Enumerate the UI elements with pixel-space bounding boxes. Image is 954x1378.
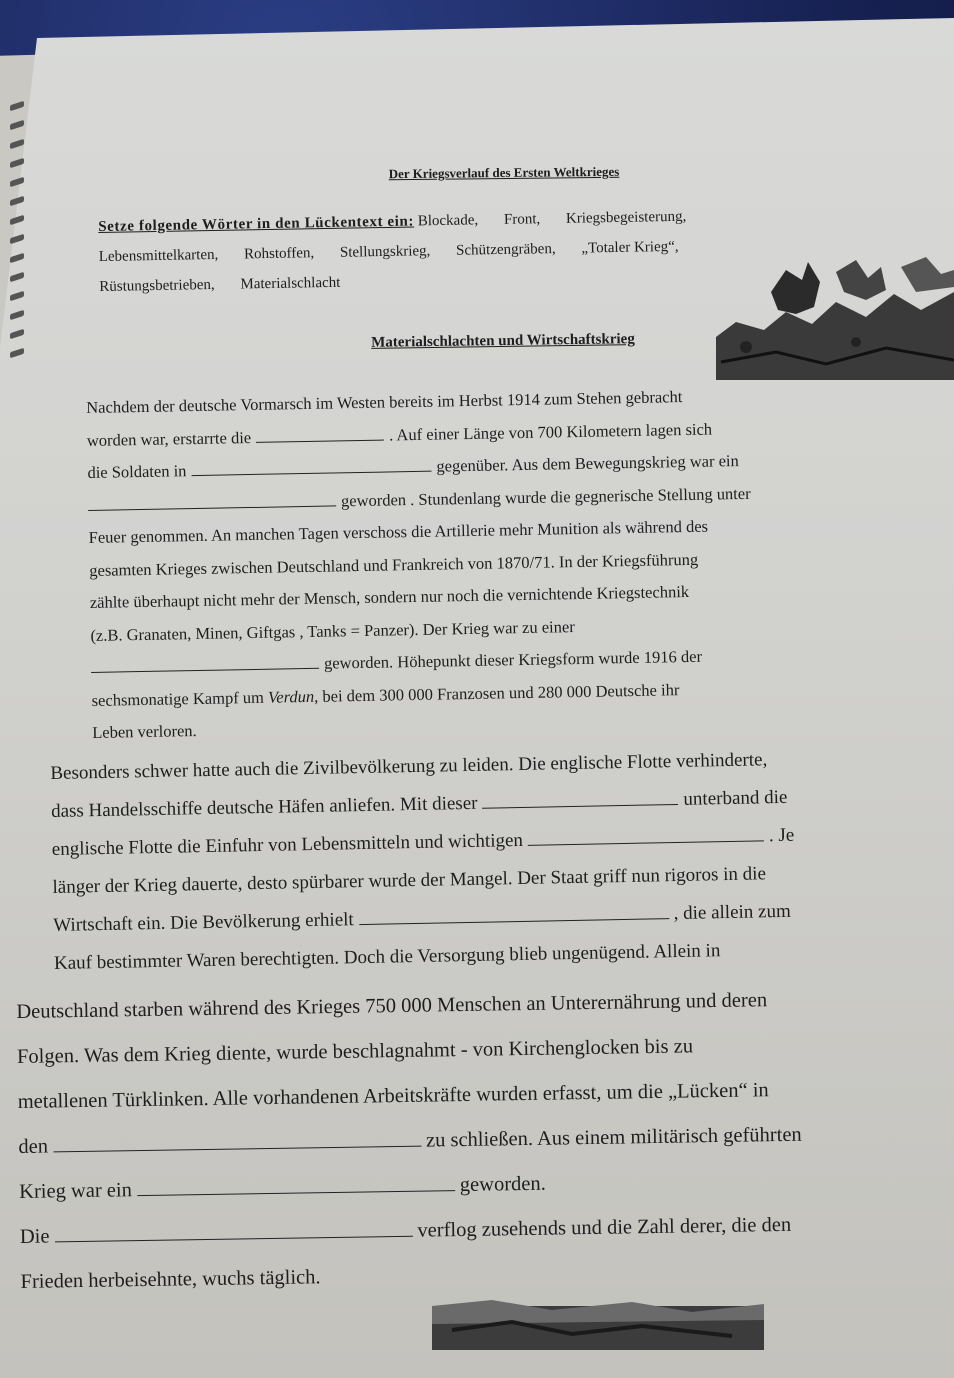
word-bank-item: Kriegsbegeisterung,: [565, 208, 687, 227]
blank-field[interactable]: [359, 904, 669, 925]
text-line: metallenen Türklinken. Alle vorhandenen Arbeitskräfte wurden erfasst, um die „Lücken“ in: [17, 1079, 769, 1113]
word-bank-item: Front,: [503, 211, 541, 228]
text-segment: die Soldaten in: [87, 461, 187, 482]
text-segment: zu schließen. Aus einem militärisch geführten: [425, 1123, 802, 1152]
worksheet-title: Der Kriegsverlauf des Ersten Weltkrieges: [388, 163, 620, 182]
text-line: Nachdem der deutsche Vormarsch im Westen bereits im Herbst 1914 zum Stehen gebracht: [86, 387, 683, 417]
text-line: Leben verloren.: [92, 721, 197, 742]
text-segment-italic: Verdun: [267, 686, 315, 707]
text-segment: . Je: [768, 824, 795, 847]
war-illustration: [716, 252, 954, 380]
section-heading: Materialschlachten und Wirtschaftskrieg: [371, 331, 635, 351]
text-line: zählte überhaupt nicht mehr der Mensch, sondern nur noch die vernichtende Kriegstechnik: [89, 581, 690, 612]
text-segment: unterband die: [683, 786, 788, 810]
text-line: Feuer genommen. An manchen Tagen verschoss die Artillerie mehr Munition als während des: [88, 516, 709, 547]
word-bank-item: „Totaler Krieg“,: [581, 238, 679, 257]
text-segment: den: [18, 1135, 49, 1158]
text-segment: sechsmonatige Kampf um: [91, 687, 265, 710]
blank-field[interactable]: [53, 1132, 421, 1153]
bottom-illustration: [432, 1300, 764, 1350]
blank-field[interactable]: [191, 457, 431, 476]
text-segment: geworden.: [459, 1172, 546, 1197]
blank-field[interactable]: [137, 1176, 455, 1196]
text-line: länger der Krieg dauerte, desto spürbarer wurde der Mangel. Der Staat griff nun rigoros in die: [52, 863, 767, 898]
word-bank-item: Blockade,: [417, 212, 479, 230]
text-segment: geworden . Stundenlang wurde die gegnerische Stellung unter: [340, 483, 751, 510]
instruction: Setze folgende Wörter in den Lückentext ein:: [98, 213, 415, 235]
text-segment: , die allein zum: [673, 900, 791, 925]
text-line: Deutschland starben während des Krieges 750 000 Menschen an Unterernährung und deren: [16, 989, 768, 1023]
text-segment: geworden. Höhepunkt dieser Kriegsform wurde 1916 der: [323, 646, 703, 673]
text-segment: Die: [19, 1225, 50, 1248]
blank-field[interactable]: [54, 1222, 412, 1243]
text-segment: , bei dem 300 000 Franzosen und 280 000 Deutsche ihr: [313, 679, 680, 706]
paragraph-kriegswirtschaft: [16, 978, 804, 1305]
word-bank-item: Rüstungsbetrieben,: [99, 276, 215, 295]
paragraph-materialschlachten: [86, 380, 755, 750]
blank-field[interactable]: [256, 425, 384, 442]
text-segment: Wirtschaft ein. Die Bevölkerung erhielt: [53, 909, 354, 936]
text-segment: Krieg war ein: [19, 1179, 133, 1203]
word-bank-item: Lebensmittelkarten,: [98, 246, 219, 265]
text-line: Besonders schwer hatte auch die Zivilbevölkerung zu leiden. Die englische Flotte verhinderte,: [50, 749, 768, 784]
text-segment: . Auf einer Länge von 700 Kilometern lagen sich: [388, 419, 713, 444]
blank-field[interactable]: [88, 491, 336, 511]
text-line: Frieden herbeisehnte, wuchs täglich.: [20, 1266, 321, 1293]
word-bank-item: Schützengräben,: [455, 241, 556, 259]
text-line: gesamten Krieges zwischen Deutschland und Frankreich von 1870/71. In der Kriegsführung: [89, 549, 699, 580]
text-segment: worden war, erstarrte die: [86, 427, 252, 450]
text-segment: englische Flotte die Einfuhr von Lebensmitteln und wichtigen: [51, 829, 524, 860]
paragraph-zivilbevoelkerung: [50, 741, 797, 983]
word-bank-item: Stellungskrieg,: [339, 243, 431, 261]
text-segment: gegenüber. Aus dem Bewegungskrieg war ein: [436, 451, 739, 476]
blank-field[interactable]: [91, 654, 319, 673]
blank-field[interactable]: [482, 790, 678, 809]
text-segment: verflog zusehends und die Zahl derer, die den: [417, 1213, 792, 1242]
text-segment: dass Handelsschiffe deutsche Häfen anliefen. Mit dieser: [50, 792, 478, 822]
word-bank-item: Materialschlacht: [240, 274, 341, 293]
text-line: (z.B. Granaten, Minen, Giftgas , Tanks = Panzer). Der Krieg war zu einer: [90, 616, 575, 645]
text-line: Folgen. Was dem Krieg diente, wurde beschlagnahmt - von Kirchenglocken bis zu: [16, 1035, 694, 1068]
blank-field[interactable]: [528, 826, 764, 846]
word-bank-item: Rohstoffen,: [243, 245, 315, 263]
text-line: Kauf bestimmter Waren berechtigten. Doch die Versorgung blieb ungenügend. Allein in: [53, 940, 721, 974]
